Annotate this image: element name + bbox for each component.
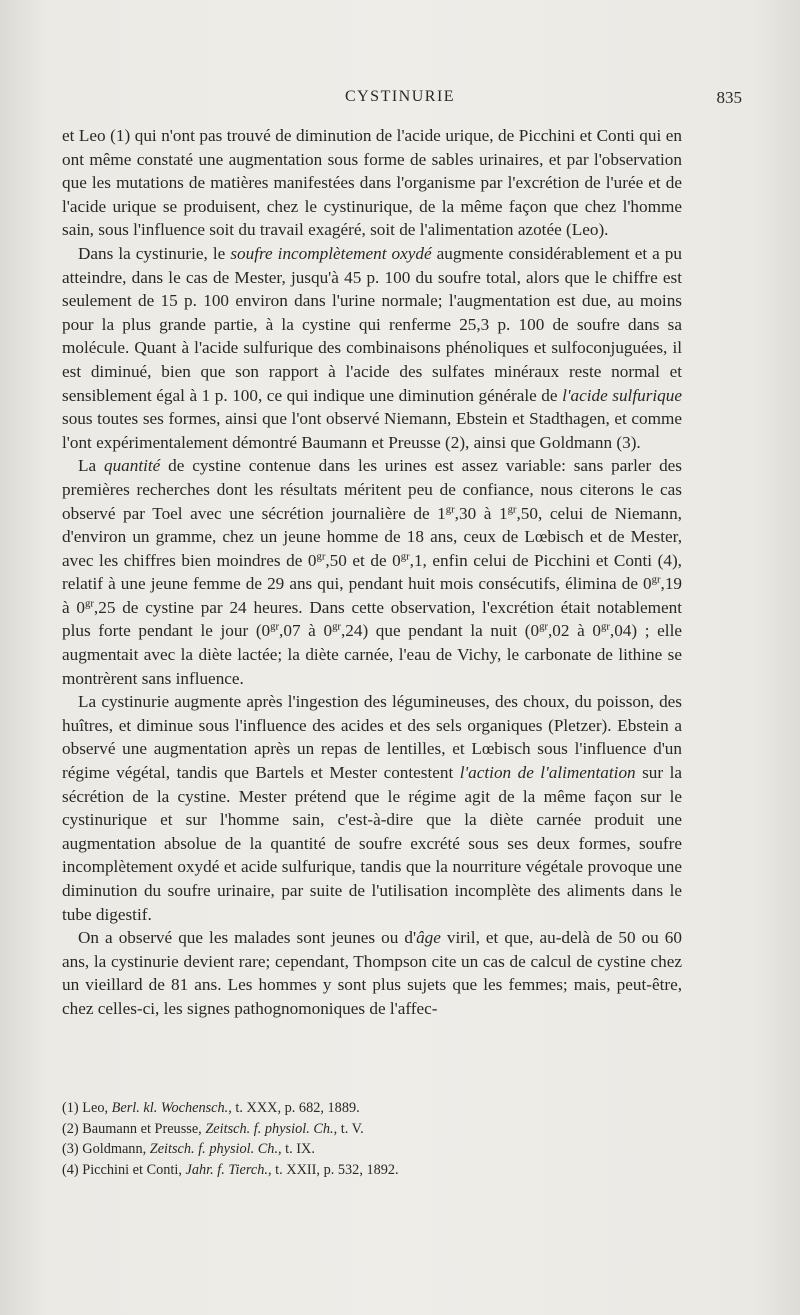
unit-superscript: gr — [651, 574, 661, 586]
page-header — [40, 88, 760, 112]
footnote — [62, 1098, 682, 1119]
text-run: ,50, celui de Niemann, d'environ un gramme, chez un jeune homme de 18 ans, ceux de Lœbisch et de Mester, avec les chiffres bien moindres de 0 — [62, 503, 682, 570]
text-run: et Leo (1) qui n'ont pas trouvé de diminution de l'acide urique, de Picchini et Conti qui en ont même constaté une augmentation sous forme de sables urinaires, et par l'observation que les mutations de matières manifestées dans l'organisme par l'excrétion de l'urée et de l'acide urique se produisent, chez le cystinurique, de la même façon que chez l'homme sain, sous l'influence soit du travail exagéré, soit de l'alimentation azotée (Leo). — [62, 126, 682, 240]
text-run: ,02 à 0 — [547, 621, 601, 641]
running-title: CYSTINURIE — [344, 88, 456, 105]
text-run: augmente considérablement et a pu atteindre, dans le cas de Mester, jusqu'à 45 p. 100 du soufre total, alors que le chiffre est seulement de 15 p. 100 environ dans l'urine normale; l'augmentation est due, au moins pour la plus grande partie, à la cystine qui renferme 25,3 p. 100 de soufre dans sa molécule. Quant à l'acide sulfurique des combinaisons phénoliques et sulfoconjuguées, il est diminué, bien que son rapport à l'acide des sulfates minéraux reste normal et sensiblement égal à 1 p. 100, ce qui indique une diminution générale de — [62, 243, 682, 405]
footnote — [62, 1139, 682, 1160]
text-run: ,04) ; elle augmentait avec la diète lactée; la diète carnée, l'eau de Vichy, le carbonate de lithine se montrèrent sans influence. — [62, 621, 682, 688]
text-run: La cystinurie augmente après l'ingestion des légumineuses, des choux, du poisson, des huîtres, et diminue sous l'influence des acides et des sels organiques (Pletzer). Ebstein a observé une augmentation après un repas de lentilles, et Lœbisch sous l'influence d'un régime végétal, tandis que Bartels et Mester contestent — [62, 692, 682, 783]
italic-text: Jahr. f. Tierch. — [185, 1161, 268, 1178]
text-run: Dans la cystinurie, le — [78, 243, 231, 263]
page-number: 835 — [716, 88, 742, 107]
text-run: ,30 à 1 — [454, 503, 508, 523]
text-run: (2) Baumann et Preusse, — [62, 1120, 206, 1137]
unit-superscript: gr — [316, 550, 326, 562]
italic-text: soufre incomplètement oxydé — [230, 243, 432, 263]
text-run: viril, et que, au-delà de 50 ou 60 ans, la cystinurie devient rare; cependant, Thompson cite un cas de calcul de cystine chez un vieillard de 81 ans. Les hommes y sont plus sujets que les femmes; mais, peut-être, chez celles-ci, les signes pathognomoniques de l'affec- — [62, 928, 682, 1018]
unit-superscript: gr — [270, 621, 280, 633]
text-run: On a observé que les malades sont jeunes ou d' — [78, 928, 417, 948]
paragraph — [62, 454, 682, 690]
text-run: ,19 à 0 — [62, 574, 682, 617]
paragraph — [62, 690, 682, 926]
footnotes — [62, 1098, 682, 1180]
unit-superscript: gr — [601, 621, 610, 633]
text-run: ,50 et de 0 — [325, 550, 401, 570]
italic-text: âge — [416, 928, 441, 948]
italic-text: Berl. kl. Wochensch. — [111, 1100, 229, 1116]
text-run: , t. XXII, p. 532, 1892. — [267, 1161, 399, 1178]
paragraph — [62, 124, 682, 242]
text-run: ,25 de cystine par 24 heures. Dans cette observation, l'excrétion était notablement plus forte pendant le jour (0 — [62, 597, 682, 641]
paragraph — [62, 926, 682, 1020]
italic-text: Zeitsch. f. physiol. Ch. — [149, 1141, 279, 1157]
body-text — [62, 124, 682, 1021]
italic-text: l'action de l'alimentation — [459, 763, 636, 783]
text-run: La — [78, 456, 104, 476]
unit-superscript: gr — [85, 598, 94, 610]
text-run: (4) Picchini et Conti, — [62, 1161, 186, 1178]
text-run: ,24) que pendant la nuit (0 — [340, 621, 540, 641]
unit-superscript: gr — [445, 503, 455, 515]
italic-text: Zeitsch. f. physiol. Ch. — [205, 1120, 334, 1137]
unit-superscript: gr — [539, 621, 548, 633]
italic-text: l'acide sulfurique — [562, 385, 682, 405]
text-run: sur la sécrétion de la cystine. Mester prétend que le régime agit de la même façon sur le cystinurique et sur l'homme sain, c'est-à-dire que la diète carnée produit une augmentation absolue de la quantité de soufre excrété sous ses deux formes, soufre incomplètement oxydé et acide sulfurique, tandis que la nourriture végétale provoque une diminution du soufre urinaire, par suite de l'utilisation incomplète des aliments dans le tube digestif. — [62, 763, 682, 924]
unit-superscript: gr — [400, 550, 410, 562]
italic-text: quantité — [103, 456, 161, 476]
text-run: sous toutes ses formes, ainsi que l'ont observé Niemann, Ebstein et Stadthagen, et comme l'ont expérimentalement démontré Baumann et Preusse (2), ainsi que Goldmann (3). — [62, 409, 682, 452]
text-run: de cystine contenue dans les urines est assez variable: sans parler des premières recherches dont les résultats méritent peu de confiance, nous citerons le cas observé par Toel avec une sécrétion journalière de 1 — [62, 456, 682, 523]
footnote — [62, 1119, 682, 1140]
unit-superscript: gr — [332, 621, 341, 633]
text-run: (1) Leo, — [62, 1100, 112, 1116]
footnote — [62, 1160, 682, 1181]
text-run: ,1, enfin celui de Picchini et Conti (4), relatif à une jeune femme de 29 ans qui, pendant huit mois consécutifs, élimina de 0 — [62, 550, 682, 594]
text-run: (3) Goldmann, — [62, 1141, 150, 1157]
paragraph — [62, 242, 682, 454]
text-run: , t. V. — [333, 1120, 364, 1137]
unit-superscript: gr — [507, 503, 517, 515]
text-run: ,07 à 0 — [279, 621, 333, 641]
text-run: , t. XXX, p. 682, 1889. — [228, 1100, 360, 1116]
text-run: , t. IX. — [278, 1141, 315, 1157]
